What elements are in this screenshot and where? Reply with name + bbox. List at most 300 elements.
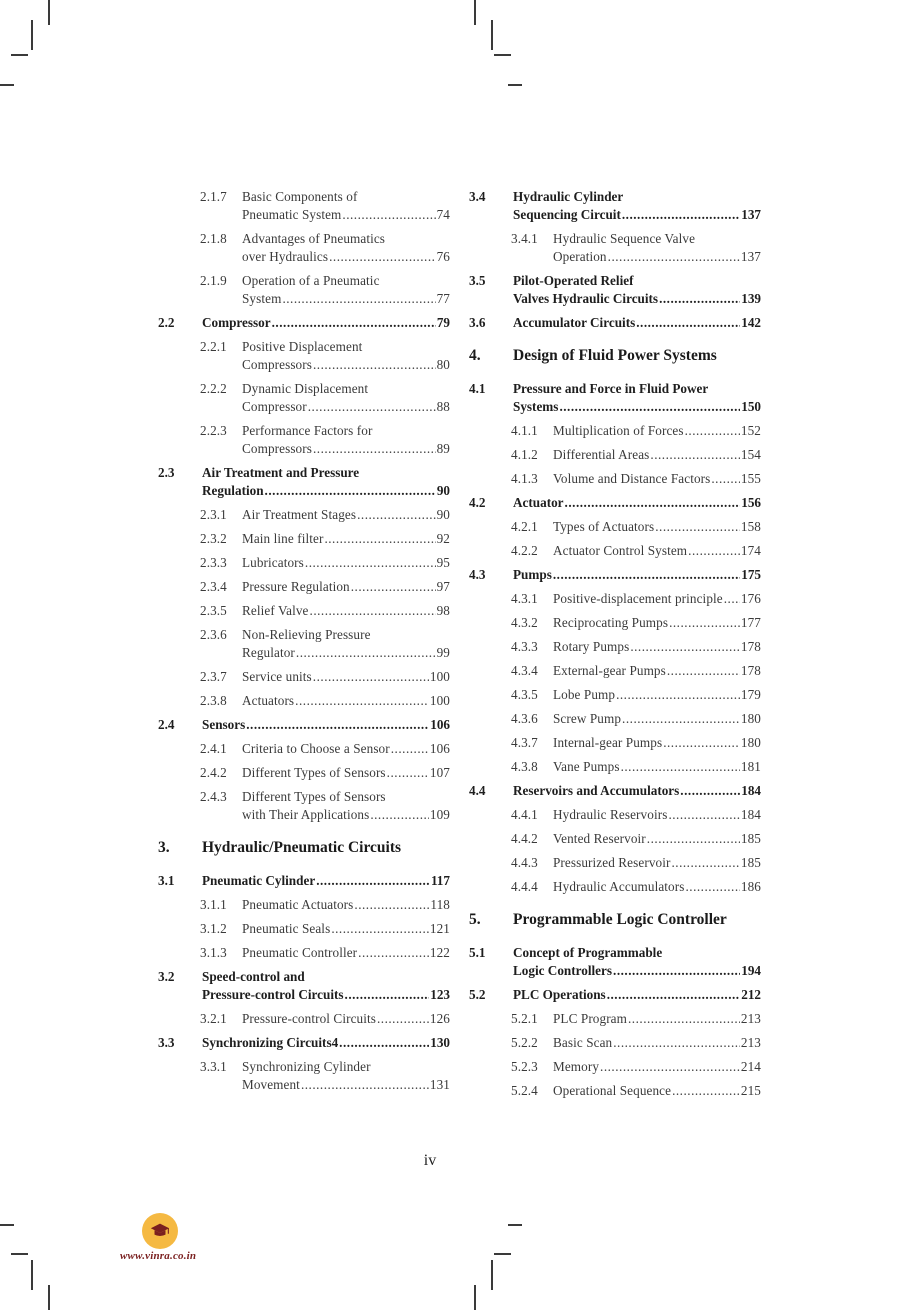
entry-page-number: 106 bbox=[430, 717, 450, 732]
entry-number: 4.3.2 bbox=[511, 615, 538, 630]
toc-subsection-entry[interactable] bbox=[158, 1058, 450, 1094]
toc-subsection-entry[interactable] bbox=[469, 878, 761, 896]
entry-number: 2.1.7 bbox=[200, 189, 227, 204]
entry-number: 2.3.3 bbox=[200, 555, 227, 570]
entry-title-line: Hydraulic Sequence Valve bbox=[553, 231, 696, 246]
website-link[interactable]: www.vinra.co.in bbox=[120, 1250, 197, 1262]
dot-leader bbox=[559, 398, 740, 416]
toc-section-entry[interactable] bbox=[469, 314, 761, 332]
entry-number: 4.3.5 bbox=[511, 687, 538, 702]
toc-subsection-entry[interactable] bbox=[158, 692, 450, 710]
entry-page-number: 77 bbox=[436, 291, 450, 306]
entry-page-number: 175 bbox=[741, 567, 761, 582]
entry-number: 3.1.3 bbox=[200, 945, 227, 960]
entry-number: 4.2 bbox=[469, 495, 486, 510]
dot-leader bbox=[630, 638, 740, 656]
entry-title: Pneumatic Actuators bbox=[242, 897, 354, 912]
entry-page-number: 213 bbox=[740, 1035, 761, 1050]
entry-number: 4.4 bbox=[469, 783, 486, 798]
entry-title: with Their Applications bbox=[242, 807, 370, 822]
dot-leader bbox=[565, 494, 741, 512]
entry-page-number: 79 bbox=[436, 315, 450, 330]
dot-leader bbox=[391, 740, 429, 758]
dot-leader bbox=[685, 878, 739, 896]
entry-page-number: 118 bbox=[430, 897, 450, 912]
dot-leader bbox=[316, 872, 430, 890]
entry-number: 2.3.2 bbox=[200, 531, 227, 546]
entry-title: Reservoirs and Accumulators bbox=[513, 783, 680, 798]
dot-leader bbox=[672, 1082, 740, 1100]
toc-section-entry[interactable] bbox=[469, 188, 761, 224]
dot-leader bbox=[324, 530, 435, 548]
entry-page-number: 121 bbox=[429, 921, 450, 936]
entry-number: 3.1.2 bbox=[200, 921, 227, 936]
entry-title: Compressor bbox=[242, 399, 307, 414]
entry-number: 4.3.1 bbox=[511, 591, 538, 606]
crop-mark bbox=[0, 84, 14, 86]
dot-leader bbox=[358, 944, 429, 962]
toc-subsection-entry[interactable] bbox=[158, 380, 450, 416]
toc-subsection-entry[interactable] bbox=[469, 518, 761, 536]
toc-subsection-entry[interactable] bbox=[469, 806, 761, 824]
entry-page-number: 98 bbox=[436, 603, 450, 618]
entry-title: over Hydraulics bbox=[242, 249, 329, 264]
toc-section-entry[interactable] bbox=[469, 986, 761, 1004]
entry-number: 2.4.3 bbox=[200, 789, 227, 804]
crop-mark bbox=[11, 1253, 28, 1255]
entry-page-number: 123 bbox=[430, 987, 450, 1002]
toc-subsection-entry[interactable] bbox=[469, 662, 761, 680]
entry-title-line: Hydraulic Cylinder bbox=[513, 189, 624, 204]
dot-leader bbox=[295, 692, 429, 710]
entry-title: Compressor bbox=[202, 315, 271, 330]
dot-leader bbox=[354, 896, 429, 914]
toc-section-entry[interactable] bbox=[469, 272, 761, 308]
entry-title-line: Positive Displacement bbox=[242, 339, 363, 354]
entry-page-number: 176 bbox=[740, 591, 761, 606]
toc-subsection-entry[interactable] bbox=[469, 710, 761, 728]
entry-number: 4.3.8 bbox=[511, 759, 538, 774]
toc-subsection-entry[interactable] bbox=[158, 944, 450, 962]
entry-title: Compressors bbox=[242, 357, 312, 372]
crop-mark bbox=[0, 1224, 14, 1226]
entry-page-number: 179 bbox=[740, 687, 761, 702]
entry-number: 4.3.4 bbox=[511, 663, 538, 678]
entry-title: Accumulator Circuits bbox=[513, 315, 636, 330]
entry-title: Valves Hydraulic Circuits bbox=[513, 291, 659, 306]
entry-number: 2.3.6 bbox=[200, 627, 227, 642]
toc-subsection-entry[interactable] bbox=[158, 422, 450, 458]
entry-title: Sequencing Circuit bbox=[513, 207, 621, 222]
toc-subsection-entry[interactable] bbox=[469, 1082, 761, 1100]
entry-page-number: 139 bbox=[741, 291, 761, 306]
entry-page-number: 150 bbox=[741, 399, 761, 414]
entry-number: 3.1.1 bbox=[200, 897, 227, 912]
entry-page-number: 174 bbox=[740, 543, 761, 558]
entry-number: 4.1 bbox=[469, 381, 486, 396]
toc-subsection-entry[interactable] bbox=[469, 758, 761, 776]
entry-number: 5.2.2 bbox=[511, 1035, 538, 1050]
entry-title: Vane Pumps bbox=[553, 759, 620, 774]
dot-leader bbox=[370, 806, 429, 824]
crop-mark bbox=[31, 1260, 33, 1290]
toc-subsection-entry[interactable] bbox=[158, 530, 450, 548]
entry-page-number: 137 bbox=[740, 249, 761, 264]
toc-subsection-entry[interactable] bbox=[158, 788, 450, 824]
entry-page-number: 107 bbox=[429, 765, 450, 780]
toc-section-entry[interactable] bbox=[158, 872, 450, 890]
toc-subsection-entry[interactable] bbox=[158, 1010, 450, 1028]
dot-leader bbox=[667, 662, 740, 680]
entry-number: 2.2.2 bbox=[200, 381, 227, 396]
entry-page-number: 152 bbox=[740, 423, 761, 438]
entry-title: Multiplication of Forces bbox=[553, 423, 684, 438]
toc-section-entry[interactable] bbox=[158, 314, 450, 332]
dot-leader bbox=[310, 602, 436, 620]
entry-title: Pneumatic Cylinder bbox=[202, 873, 316, 888]
toc-subsection-entry[interactable] bbox=[469, 470, 761, 488]
entry-number: 4.2.2 bbox=[511, 543, 538, 558]
dot-leader bbox=[377, 1010, 429, 1028]
toc-subsection-entry[interactable] bbox=[469, 542, 761, 560]
entry-number: 4.3.6 bbox=[511, 711, 538, 726]
dot-leader bbox=[650, 446, 740, 464]
entry-page-number: 156 bbox=[741, 495, 761, 510]
entry-title: Actuator bbox=[513, 495, 564, 510]
toc-section-entry[interactable] bbox=[469, 944, 761, 980]
toc-subsection-entry[interactable] bbox=[469, 1034, 761, 1052]
dot-leader bbox=[622, 710, 740, 728]
dot-leader bbox=[331, 920, 429, 938]
entry-number: 4.3.7 bbox=[511, 735, 538, 750]
entry-title-line: Speed-control and bbox=[202, 969, 305, 984]
toc-section-entry[interactable] bbox=[158, 968, 450, 1004]
entry-number: 4.4.1 bbox=[511, 807, 538, 822]
entry-title: Pressure-control Circuits bbox=[242, 1011, 376, 1026]
entry-page-number: 74 bbox=[436, 207, 450, 222]
entry-title: Actuators bbox=[242, 693, 295, 708]
entry-title: Positive-displacement principle bbox=[553, 591, 723, 606]
entry-title: Air Treatment Stages bbox=[242, 507, 357, 522]
entry-page-number: 80 bbox=[436, 357, 450, 372]
toc-subsection-entry[interactable] bbox=[469, 830, 761, 848]
entry-number: 4.3.3 bbox=[511, 639, 538, 654]
crop-mark bbox=[508, 84, 522, 86]
dot-leader bbox=[636, 314, 740, 332]
toc-chapter-heading[interactable] bbox=[158, 838, 450, 858]
entry-title: Service units bbox=[242, 669, 312, 684]
entry-page-number: 180 bbox=[740, 735, 761, 750]
entry-title: Pumps bbox=[513, 567, 552, 582]
entry-title: Volume and Distance Factors bbox=[553, 471, 711, 486]
entry-title-line: Non-Relieving Pressure bbox=[242, 627, 371, 642]
entry-number: 2.3.8 bbox=[200, 693, 227, 708]
chapter-number: 3. bbox=[158, 839, 170, 856]
dot-leader bbox=[613, 1034, 740, 1052]
entry-page-number: 131 bbox=[429, 1077, 450, 1092]
entry-title: Pressure Regulation bbox=[242, 579, 350, 594]
entry-page-number: 214 bbox=[740, 1059, 761, 1074]
toc-subsection-entry[interactable] bbox=[469, 614, 761, 632]
entry-page-number: 92 bbox=[436, 531, 450, 546]
entry-page-number: 155 bbox=[740, 471, 761, 486]
entry-page-number: 184 bbox=[740, 807, 761, 822]
entry-number: 3.3 bbox=[158, 1035, 175, 1050]
entry-title: Operational Sequence bbox=[553, 1083, 672, 1098]
entry-title: Actuator Control System bbox=[553, 543, 688, 558]
entry-number: 5.2.1 bbox=[511, 1011, 538, 1026]
entry-page-number: 186 bbox=[740, 879, 761, 894]
publisher-logo bbox=[142, 1213, 178, 1249]
dot-leader bbox=[246, 716, 429, 734]
entry-number: 3.2 bbox=[158, 969, 175, 984]
toc-subsection-entry[interactable] bbox=[158, 668, 450, 686]
dot-leader bbox=[600, 1058, 740, 1076]
toc-section-entry[interactable] bbox=[158, 1034, 450, 1052]
dot-leader bbox=[711, 470, 740, 488]
entry-page-number: 213 bbox=[740, 1011, 761, 1026]
chapter-title: Design of Fluid Power Systems bbox=[513, 347, 717, 364]
entry-title: System bbox=[242, 291, 282, 306]
entry-number: 4.3 bbox=[469, 567, 486, 582]
dot-leader bbox=[308, 398, 436, 416]
entry-page-number: 88 bbox=[436, 399, 450, 414]
dot-leader bbox=[628, 1010, 740, 1028]
toc-subsection-entry[interactable] bbox=[469, 854, 761, 872]
entry-page-number: 194 bbox=[741, 963, 761, 978]
entry-number: 3.2.1 bbox=[200, 1011, 227, 1026]
entry-page-number: 117 bbox=[430, 873, 450, 888]
entry-title: Relief Valve bbox=[242, 603, 309, 618]
dot-leader bbox=[282, 290, 435, 308]
entry-number: 3.1 bbox=[158, 873, 175, 888]
dot-leader bbox=[351, 578, 436, 596]
toc-subsection-entry[interactable] bbox=[158, 272, 450, 308]
entry-page-number: 212 bbox=[741, 987, 761, 1002]
entry-page-number: 178 bbox=[740, 663, 761, 678]
toc-section-entry[interactable] bbox=[469, 566, 761, 584]
entry-number: 2.2.3 bbox=[200, 423, 227, 438]
entry-number: 5.1 bbox=[469, 945, 486, 960]
entry-title-line: Different Types of Sensors bbox=[242, 789, 386, 804]
entry-title: Differential Areas bbox=[553, 447, 650, 462]
entry-page-number: 184 bbox=[741, 783, 761, 798]
entry-title: Basic Scan bbox=[553, 1035, 613, 1050]
dot-leader bbox=[724, 590, 740, 608]
entry-page-number: 106 bbox=[429, 741, 450, 756]
toc-subsection-entry[interactable] bbox=[158, 578, 450, 596]
entry-page-number: 90 bbox=[436, 507, 450, 522]
dot-leader bbox=[663, 734, 740, 752]
entry-title: Lobe Pump bbox=[553, 687, 616, 702]
dot-leader bbox=[659, 290, 740, 308]
entry-title: Pressure-control Circuits bbox=[202, 987, 344, 1002]
dot-leader bbox=[305, 554, 436, 572]
entry-page-number: 97 bbox=[436, 579, 450, 594]
entry-number: 3.4 bbox=[469, 189, 486, 204]
toc-subsection-entry[interactable] bbox=[158, 506, 450, 524]
dot-leader bbox=[688, 542, 740, 560]
crop-mark bbox=[494, 1253, 511, 1255]
toc-chapter-heading[interactable] bbox=[469, 910, 761, 930]
toc-subsection-entry[interactable] bbox=[158, 188, 450, 224]
toc-subsection-entry[interactable] bbox=[469, 734, 761, 752]
entry-title-line: Pilot-Operated Relief bbox=[513, 273, 634, 288]
toc-subsection-entry[interactable] bbox=[158, 764, 450, 782]
entry-page-number: 126 bbox=[429, 1011, 450, 1026]
entry-title: Pressurized Reservoir bbox=[553, 855, 671, 870]
dot-leader bbox=[668, 806, 739, 824]
entry-page-number: 177 bbox=[740, 615, 761, 630]
dot-leader bbox=[553, 566, 740, 584]
toc-subsection-entry[interactable] bbox=[469, 638, 761, 656]
toc-subsection-entry[interactable] bbox=[469, 1058, 761, 1076]
entry-title: Pneumatic Seals bbox=[242, 921, 331, 936]
entry-title: Different Types of Sensors bbox=[242, 765, 386, 780]
entry-title-line: Air Treatment and Pressure bbox=[202, 465, 360, 480]
entry-page-number: 100 bbox=[429, 693, 450, 708]
entry-title: PLC Operations bbox=[513, 987, 606, 1002]
entry-page-number: 109 bbox=[429, 807, 450, 822]
entry-page-number: 100 bbox=[429, 669, 450, 684]
entry-title: Pneumatic Controller bbox=[242, 945, 358, 960]
entry-number: 4.4.4 bbox=[511, 879, 538, 894]
entry-title: Reciprocating Pumps bbox=[553, 615, 669, 630]
dot-leader bbox=[387, 764, 429, 782]
entry-title-line: Operation of a Pneumatic bbox=[242, 273, 380, 288]
entry-number: 2.1.9 bbox=[200, 273, 227, 288]
toc-right-column bbox=[469, 188, 761, 1106]
entry-number: 3.5 bbox=[469, 273, 486, 288]
entry-title: Hydraulic Reservoirs bbox=[553, 807, 668, 822]
entry-page-number: 76 bbox=[436, 249, 450, 264]
entry-page-number: 142 bbox=[741, 315, 761, 330]
entry-number: 2.2 bbox=[158, 315, 175, 330]
entry-page-number: 137 bbox=[741, 207, 761, 222]
dot-leader bbox=[655, 518, 740, 536]
entry-title: Systems bbox=[513, 399, 559, 414]
entry-title: External-gear Pumps bbox=[553, 663, 666, 678]
dot-leader bbox=[622, 206, 740, 224]
toc-subsection-entry[interactable] bbox=[158, 230, 450, 266]
entry-title: Regulation bbox=[202, 483, 264, 498]
dot-leader bbox=[647, 830, 740, 848]
entry-title-line: Basic Components of bbox=[242, 189, 358, 204]
chapter-number: 4. bbox=[469, 347, 481, 364]
entry-page-number: 154 bbox=[740, 447, 761, 462]
entry-number: 4.4.3 bbox=[511, 855, 538, 870]
toc-subsection-entry[interactable] bbox=[469, 686, 761, 704]
entry-page-number: 95 bbox=[436, 555, 450, 570]
entry-page-number: 122 bbox=[429, 945, 450, 960]
dot-leader bbox=[669, 614, 740, 632]
entry-number: 2.4.1 bbox=[200, 741, 227, 756]
entry-page-number: 130 bbox=[430, 1035, 450, 1050]
toc-subsection-entry[interactable] bbox=[158, 896, 450, 914]
dot-leader bbox=[613, 962, 740, 980]
entry-page-number: 178 bbox=[740, 639, 761, 654]
entry-number: 5.2.4 bbox=[511, 1083, 538, 1098]
toc-subsection-entry[interactable] bbox=[469, 230, 761, 266]
dot-leader bbox=[607, 986, 741, 1004]
chapter-number: 5. bbox=[469, 911, 481, 928]
crop-mark bbox=[491, 20, 493, 50]
toc-left-column bbox=[158, 188, 450, 1100]
entry-number: 3.6 bbox=[469, 315, 486, 330]
dot-leader bbox=[313, 440, 436, 458]
toc-subsection-entry[interactable] bbox=[158, 740, 450, 758]
entry-page-number: 180 bbox=[740, 711, 761, 726]
toc-subsection-entry[interactable] bbox=[158, 338, 450, 374]
entry-page-number: 158 bbox=[740, 519, 761, 534]
toc-section-entry[interactable] bbox=[158, 716, 450, 734]
dot-leader bbox=[313, 668, 429, 686]
entry-title-line: Pressure and Force in Fluid Power bbox=[513, 381, 709, 396]
toc-section-entry[interactable] bbox=[469, 380, 761, 416]
entry-title: Regulator bbox=[242, 645, 295, 660]
entry-title-line: Advantages of Pneumatics bbox=[242, 231, 386, 246]
entry-title: PLC Program bbox=[553, 1011, 627, 1026]
dot-leader bbox=[345, 986, 430, 1004]
dot-leader bbox=[329, 248, 436, 266]
dot-leader bbox=[313, 356, 436, 374]
toc-section-entry[interactable] bbox=[469, 782, 761, 800]
entry-page-number: 99 bbox=[436, 645, 450, 660]
toc-section-entry[interactable] bbox=[158, 464, 450, 500]
entry-title: Internal-gear Pumps bbox=[553, 735, 663, 750]
toc-subsection-entry[interactable] bbox=[158, 554, 450, 572]
dot-leader bbox=[296, 644, 436, 662]
crop-mark bbox=[48, 1285, 50, 1310]
dot-leader bbox=[671, 854, 739, 872]
toc-section-entry[interactable] bbox=[469, 494, 761, 512]
crop-mark bbox=[494, 54, 511, 56]
entry-title-line: Dynamic Displacement bbox=[242, 381, 369, 396]
entry-title: Synchronizing Circuits4 bbox=[202, 1035, 339, 1050]
toc-subsection-entry[interactable] bbox=[158, 602, 450, 620]
toc-subsection-entry[interactable] bbox=[469, 446, 761, 464]
crop-mark bbox=[474, 1285, 476, 1310]
dot-leader bbox=[616, 686, 740, 704]
crop-mark bbox=[491, 1260, 493, 1290]
entry-title: Criteria to Choose a Sensor bbox=[242, 741, 390, 756]
crop-mark bbox=[508, 1224, 522, 1226]
toc-subsection-entry[interactable] bbox=[469, 1010, 761, 1028]
toc-subsection-entry[interactable] bbox=[158, 626, 450, 662]
entry-number: 5.2.3 bbox=[511, 1059, 538, 1074]
entry-number: 5.2 bbox=[469, 987, 486, 1002]
entry-number: 2.4.2 bbox=[200, 765, 227, 780]
entry-number: 2.3.4 bbox=[200, 579, 227, 594]
dot-leader bbox=[342, 206, 435, 224]
toc-subsection-entry[interactable] bbox=[469, 422, 761, 440]
entry-page-number: 215 bbox=[740, 1083, 761, 1098]
entry-number: 4.1.1 bbox=[511, 423, 538, 438]
entry-page-number: 185 bbox=[740, 831, 761, 846]
entry-title: Hydraulic Accumulators bbox=[553, 879, 685, 894]
dot-leader bbox=[272, 314, 436, 332]
entry-title: Main line filter bbox=[242, 531, 324, 546]
toc-chapter-heading[interactable] bbox=[469, 346, 761, 366]
toc-subsection-entry[interactable] bbox=[158, 920, 450, 938]
entry-page-number: 90 bbox=[436, 483, 450, 498]
entry-title: Sensors bbox=[202, 717, 246, 732]
entry-title: Lubricators bbox=[242, 555, 304, 570]
entry-number: 2.2.1 bbox=[200, 339, 227, 354]
toc-subsection-entry[interactable] bbox=[469, 590, 761, 608]
entry-title: Types of Actuators bbox=[553, 519, 655, 534]
entry-number: 2.4 bbox=[158, 717, 175, 732]
